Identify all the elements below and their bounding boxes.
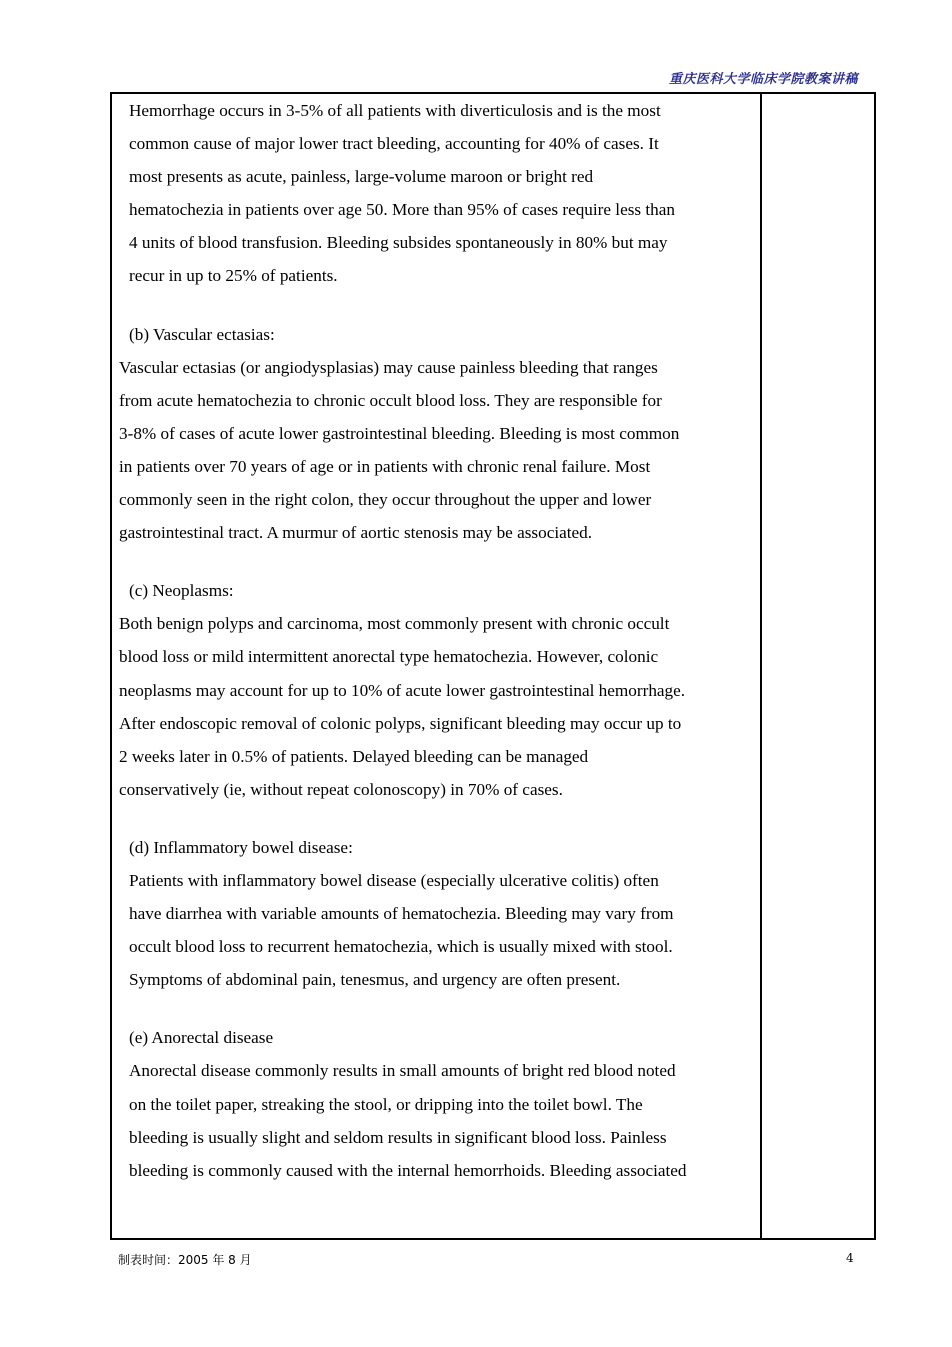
lecture-content: [119, 94, 755, 1187]
text-line: on the toilet paper, streaking the stool, or dripping into the toilet bowl. The: [129, 1094, 643, 1114]
section-heading: (e) Anorectal disease: [129, 1028, 274, 1048]
text-line: from acute hematochezia to chronic occult blood loss. They are responsible for: [119, 390, 662, 410]
text-line: Both benign polyps and carcinoma, most commonly present with chronic occult: [119, 614, 670, 634]
paragraph-gap: [119, 996, 755, 1021]
text-line: common cause of major lower tract bleeding, accounting for 40% of cases. It: [129, 134, 659, 154]
text-line: most presents as acute, painless, large-volume maroon or bright red: [129, 167, 594, 187]
text-line: After endoscopic removal of colonic polyps, significant bleeding may occur up to: [119, 713, 682, 733]
section-heading: (d) Inflammatory bowel disease:: [129, 837, 353, 857]
text-line: hematochezia in patients over age 50. More than 95% of cases require less than: [129, 200, 675, 220]
text-line: 3-8% of cases of acute lower gastrointestinal bleeding. Bleeding is most common: [119, 423, 680, 443]
text-line: Patients with inflammatory bowel disease (especially ulcerative colitis) often: [129, 870, 659, 890]
text-line: gastrointestinal tract. A murmur of aortic stenosis may be associated.: [119, 523, 593, 543]
text-line: neoplasms may account for up to 10% of acute lower gastrointestinal hemorrhage.: [119, 680, 686, 700]
text-line: in patients over 70 years of age or in patients with chronic renal failure. Most: [119, 456, 651, 476]
text-line: Anorectal disease commonly results in small amounts of bright red blood noted: [129, 1061, 676, 1081]
text-line: recur in up to 25% of patients.: [129, 266, 338, 286]
paragraph-gap: [119, 806, 755, 831]
text-line: occult blood loss to recurrent hematochezia, which is usually mixed with stool.: [129, 937, 673, 957]
paragraph-gap: [119, 293, 755, 318]
lecture-table: [110, 92, 876, 1240]
column-divider: [760, 94, 762, 1238]
text-line: have diarrhea with variable amounts of hematochezia. Bleeding may vary from: [129, 904, 674, 924]
text-line: Symptoms of abdominal pain, tenesmus, and urgency are often present.: [129, 970, 621, 990]
footer-date: 制表时间：2005 年 8 月: [118, 1253, 252, 1267]
text-line: bleeding is commonly caused with the internal hemorrhoids. Bleeding associated: [129, 1160, 687, 1180]
text-line: bleeding is usually slight and seldom results in significant blood loss. Painless: [129, 1127, 667, 1147]
text-line: commonly seen in the right colon, they occur throughout the upper and lower: [119, 490, 652, 510]
text-line: 4 units of blood transfusion. Bleeding subsides spontaneously in 80% but may: [129, 233, 668, 253]
text-line: Hemorrhage occurs in 3-5% of all patients with diverticulosis and is the most: [129, 101, 661, 120]
header-title: 重庆医科大学临床学院教案讲稿: [668, 72, 858, 87]
paragraph-gap: [119, 549, 755, 574]
text-line: blood loss or mild intermittent anorectal type hematochezia. However, colonic: [119, 647, 659, 667]
page-number: 4: [846, 1251, 854, 1265]
section-heading: (b) Vascular ectasias:: [129, 324, 275, 344]
text-line: Vascular ectasias (or angiodysplasias) may cause painless bleeding that ranges: [119, 357, 658, 377]
text-line: conservatively (ie, without repeat colonoscopy) in 70% of cases.: [119, 779, 563, 799]
text-line: 2 weeks later in 0.5% of patients. Delayed bleeding can be managed: [119, 746, 589, 766]
section-heading: (c) Neoplasms:: [129, 581, 234, 601]
